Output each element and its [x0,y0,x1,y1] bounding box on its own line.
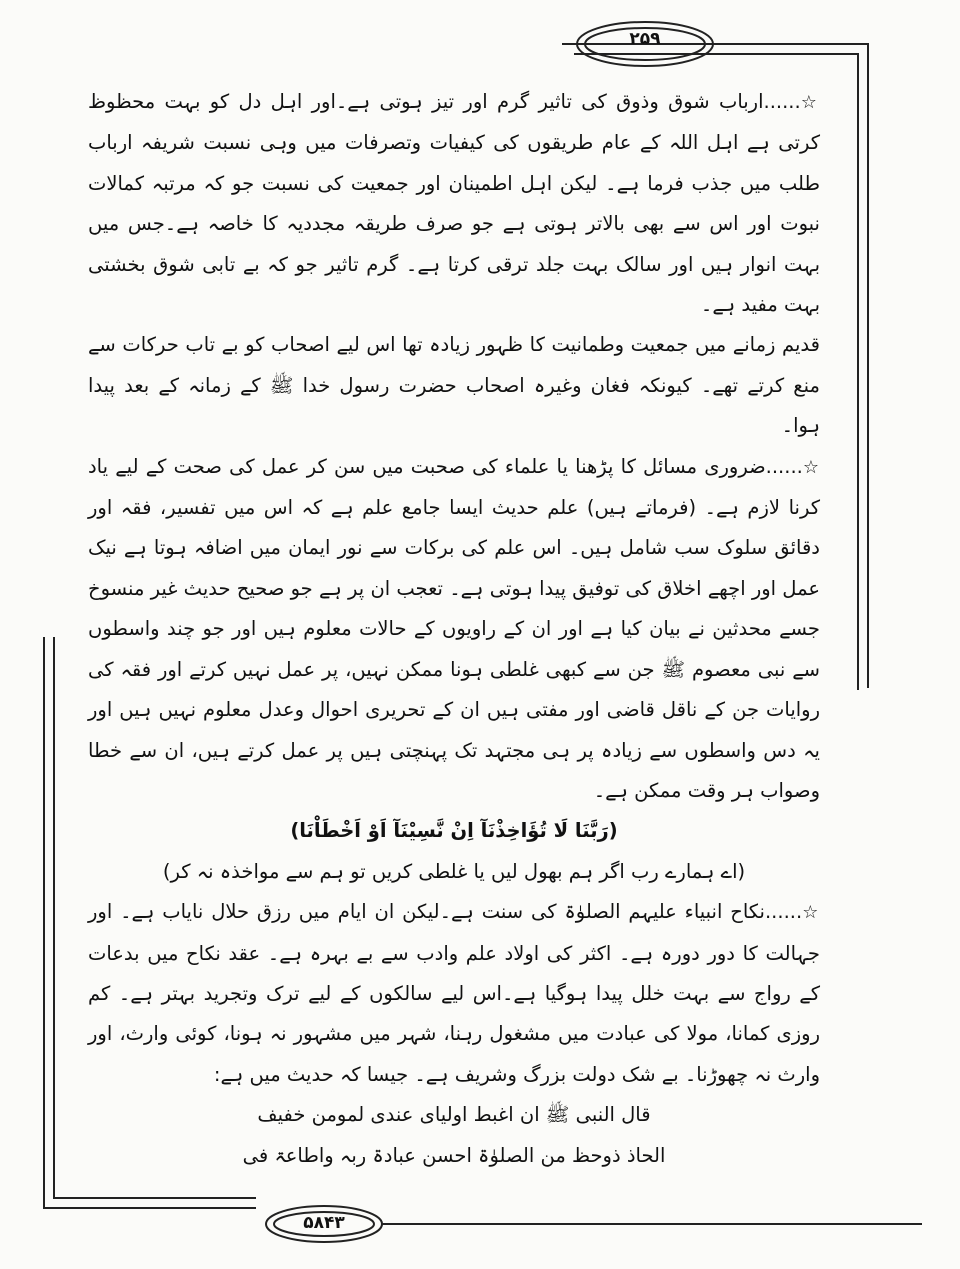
star-icon: ☆ [802,456,820,478]
paragraph-2-text: قدیم زمانے میں جمعیت وطمانیت کا ظہور زیادہ تھا اس لیے اصحاب کو بے تاب حرکات سے منع کرتے تھے۔ کیونکہ فغان وغیرہ اصحاب حضرت رسول خدا ﷺ کے زمانہ کے بعد پیدا ہوا۔ [88,333,820,438]
star-icon: ☆ [802,902,820,924]
hadith-line-2: الحاذ ذوحظ من الصلوٰۃ احسن عبادۃ ربہ واطاعۃ فی [242,1143,666,1167]
paragraph-3 [88,447,820,812]
verse-translation: (اے ہمارے رب اگر ہم بھول لیں یا غلطی کریں تو ہم سے مواخذہ نہ کر) [162,859,746,883]
star-icon: ☆ [800,92,820,113]
paragraph-1 [88,82,820,325]
page-number: ۲۵۹ [629,29,661,49]
paragraph-4-text: ......نکاح انبیاء علیہم الصلوٰۃ کی سنت ہے۔لیکن ان ایام میں رزق حلال نایاب ہے۔ اور جہالت کا دور دورہ ہے۔ اکثر کی اولاد علم وادب سے بے بہرہ ہے۔ عقد نکاح میں بدعات کے رواج سے بہت خلل پیدا ہوگیا ہے۔اس لیے سالکوں کے لیے ترک وتجرید بہتر ہے۔ کم روزی کمانا، مولا کی عبادت میں مشغول رہنا، شہر میں مشہور نہ ہونا، کوئی وارث، اور وارث نہ چھوڑنا۔ بے شک دولت بزرگ وشریف ہے۔ جیسا کہ حدیث میں ہے: [88,900,820,1086]
hadith-line-1: قال النبی ﷺ ان اغبط اولیای عندی لمومن خفیف [257,1103,651,1127]
paragraph-1-text: ......ارباب شوق وذوق کی تاثیر گرم اور تیز ہوتی ہے۔اور اہل دل کو بہت محظوظ کرتی ہے اہل اللہ کے عام طریقوں کی کیفیات وتصرفات میں وہی نسبت شریفہ ارباب طلب میں جذب فرما ہے۔ لیکن اہل اطمینان اور جمعیت کی نسبت جو کہ مرتبہ کمالات نبوت اور اس سے بھی بالاتر ہوتی ہے جو صرف طریقہ مجددیہ کا خاصہ ہے۔جس میں بہت انوار ہیں اور سالک بہت جلد ترقی کرتا ہے۔ گرم تاثیر جو کہ بے تابی شوق بخشتی بہت مفید ہے۔ [88,90,820,317]
footer-number: ۵۸۴۳ [303,1213,345,1233]
quran-verse: (رَبَّنَا لَا تُؤَاخِذْنَآ اِنْ نَّسِیْنَآ اَوْ اَخْطَاْنَا) [290,819,618,843]
paragraph-2 [88,325,820,446]
page-body [88,82,820,1176]
paragraph-4 [88,892,820,1095]
paragraph-3-text: ......ضروری مسائل کا پڑھنا یا علماء کی صحبت میں سن کر عمل کی صحت کے لیے یاد کرنا لازم ہے۔ (فرماتے ہیں) علم حدیث ایسا جامع علم ہے کہ اس میں تفسیر، فقہ اور دقائق سلوک سب شامل ہیں۔ اس علم کی برکات سے نور ایمان میں اضافہ ہوتا ہے نیک عمل اور اچھے اخلاق کی توفیق پیدا ہوتی ہے۔ تعجب ان پر ہے جو صحیح حدیث غیر منسوخ جسے محدثین نے بیان کیا ہے اور ان کے راویوں کے حالات معلوم ہیں اور جو چند واسطوں سے نبی معصوم ﷺ جن سے کبھی غلطی ہونا ممکن نہیں، پر عمل نہیں کرتے اور فقہ کی روایات جن کے ناقل قاضی اور مفتی ہیں ان کے تحریری احوال وعدل معلوم نہیں ہیں اور یہ دس واسطوں سے زیادہ پر ہی مجتہد تک پہنچتی ہیں پر عمل کرتے ہیں، ان سے خطا وصواب ہر وقت ممکن ہے۔ [88,454,820,802]
